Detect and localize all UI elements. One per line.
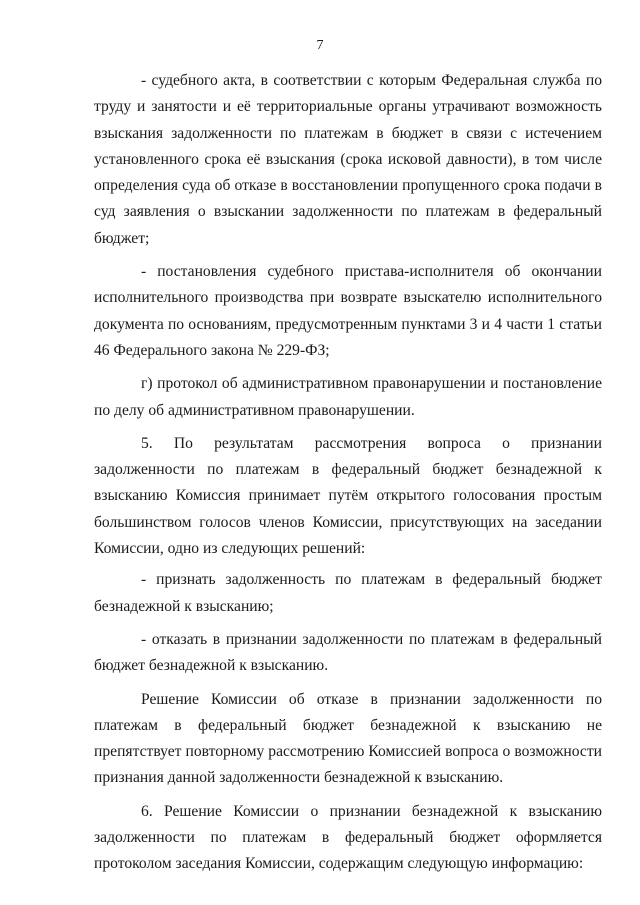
- paragraph-refusal-note: Решение Комиссии об отказе в признании задолженности по платежам в федеральный бюджет безнадежной к взысканию не препятствует повторному рассмотрению Комиссией вопроса о возможности признания данной задолженности безнадежной к взысканию.: [94, 690, 602, 787]
- paragraph-section-6: 6. Решение Комиссии о признании безнадежной к взысканию задолженности по платежам в федеральный бюджет оформляется протоколом заседания Комиссии, содержащим следующую информацию:: [94, 802, 602, 873]
- paragraph-section-5: 5. По результатам рассмотрения вопроса о признании задолженности по платежам в федеральный бюджет безнадежной к взысканию Комиссия принимает путём открытого голосования простым большинством голосов членов Комиссии, присутствующих на заседании Комиссии, одно из следующих решений:: [94, 434, 602, 558]
- paragraph-court-act: - судебного акта, в соответствии с которым Федеральная служба по труду и занятости и её территориальные органы утрачивают возможность взыскания задолженности по платежам в бюджет в связи с истечением установленного срока её взыскания (срока исковой давности), в том числе определения суда об отказе в восстановлении пропущенного срока подачи в суд заявления о взыскании задолженности по платежам в федеральный бюджет;: [94, 72, 602, 247]
- page-number: 7: [316, 38, 324, 53]
- paragraph-decision-refuse: - отказать в признании задолженности по платежам в федеральный бюджет безнадежной к взысканию.: [94, 630, 602, 675]
- paragraph-item-g-protocol: г) протокол об административном правонарушении и постановление по делу об административном правонарушении.: [94, 375, 602, 419]
- paragraph-bailiff-resolution: - постановления судебного пристава-исполнителя об окончании исполнительного производства при возврате взыскателю исполнительного документа по основаниям, предусмотренным пунктами 3 и 4 части 1 статьи 46 Федерального закона № 229-ФЗ;: [94, 263, 602, 359]
- paragraph-decision-recognize: - признать задолженность по платежам в федеральный бюджет безнадежной к взысканию;: [94, 571, 602, 615]
- document-body: [94, 68, 602, 878]
